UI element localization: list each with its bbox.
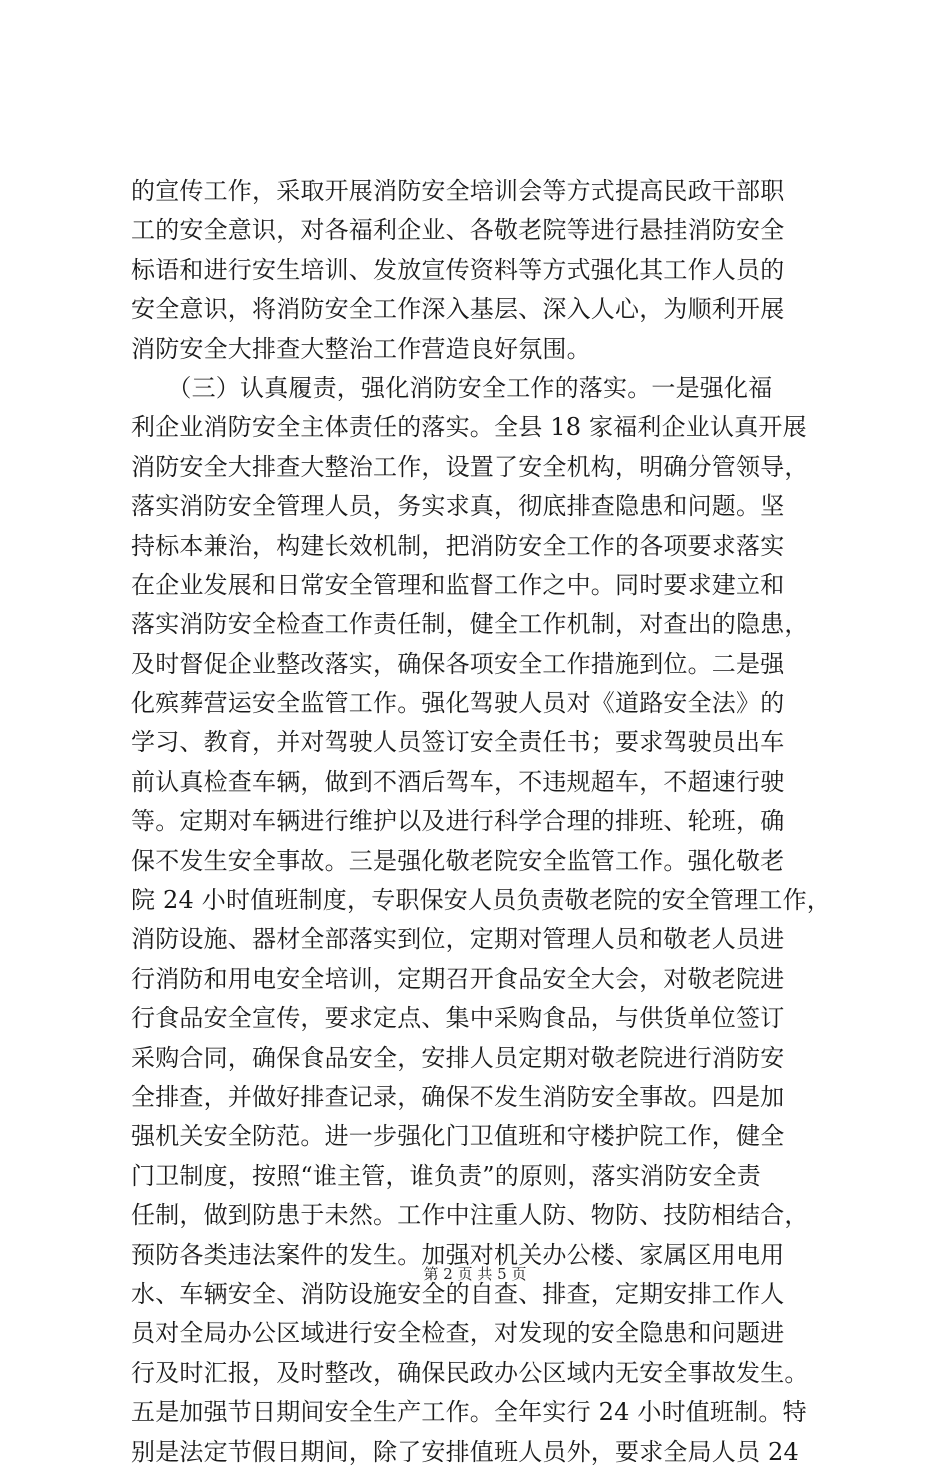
text-line: 前认真检查车辆，做到不酒后驾车，不违规超车，不超速行驶	[131, 767, 785, 796]
text-line: 持标本兼治，构建长效机制，把消防安全工作的各项要求落实	[131, 531, 785, 560]
text-line: 门卫制度，按照“谁主管，谁负责”的原则，落实消防安全责	[131, 1161, 761, 1190]
text-line: 学习、教育，并对驾驶人员签订安全责任书；要求驾驶员出车	[131, 728, 785, 757]
text-line: 五是加强节日期间安全生产工作。全年实行 24 小时值班制。特	[131, 1398, 807, 1427]
text-line: 消防安全大排查大整治工作营造良好氛围。	[131, 334, 591, 363]
page-footer: 第 2 页 共 5 页	[423, 1265, 527, 1283]
text-line: 行消防和用电安全培训，定期召开食品安全大会，对敬老院进	[131, 964, 785, 993]
text-line: 预防各类违法案件的发生。加强对机关办公楼、家属区用电用	[131, 1240, 785, 1269]
text-line: 保不发生安全事故。三是强化敬老院安全监管工作。强化敬老	[131, 846, 785, 875]
text-line: 落实消防安全检查工作责任制，健全工作机制，对查出的隐患，	[131, 610, 809, 639]
text-line: 水、车辆安全、消防设施安全的自查、排查，定期安排工作人	[131, 1279, 785, 1308]
text-line: 安全意识，将消防安全工作深入基层、深入人心，为顺利开展	[131, 295, 785, 324]
text-line: 强机关安全防范。进一步强化门卫值班和守楼护院工作，健全	[131, 1122, 785, 1151]
text-line: 落实消防安全管理人员，务实求真，彻底排查隐患和问题。坚	[131, 492, 785, 521]
text-line: 化殡葬营运安全监管工作。强化驾驶人员对《道路安全法》的	[131, 689, 785, 718]
text-line: 行食品安全宣传，要求定点、集中采购食品，与供货单位签订	[131, 1004, 785, 1033]
text-line: 全排查，并做好排查记录，确保不发生消防安全事故。四是加	[131, 1082, 785, 1111]
text-line: （三）认真履责，强化消防安全工作的落实。一是强化福	[131, 373, 773, 402]
text-line: 别是法定节假日期间，除了安排值班人员外，要求全局人员 24	[131, 1437, 799, 1466]
text-line: 在企业发展和日常安全管理和监督工作之中。同时要求建立和	[131, 570, 785, 599]
text-line: 及时督促企业整改落实，确保各项安全工作措施到位。二是强	[131, 649, 785, 678]
text-line: 采购合同，确保食品安全，安排人员定期对敬老院进行消防安	[131, 1043, 785, 1072]
text-line: 标语和进行安生培训、发放宣传资料等方式强化其工作人员的	[131, 255, 785, 284]
text-line: 任制，做到防患于未然。工作中注重人防、物防、技防相结合，	[131, 1201, 809, 1230]
text-line: 消防设施、器材全部落实到位，定期对管理人员和敬老人员进	[131, 925, 785, 954]
text-line: 工的安全意识，对各福利企业、各敬老院等进行悬挂消防安全	[131, 216, 785, 245]
text-line: 行及时汇报，及时整改，确保民政办公区域内无安全事故发生。	[131, 1358, 809, 1387]
text-line: 员对全局办公区域进行安全检查，对发现的安全隐患和问题进	[131, 1319, 785, 1348]
text-line: 院 24 小时值班制度，专职保安人员负责敬老院的安全管理工作，	[131, 886, 831, 915]
text-line: 等。定期对车辆进行维护以及进行科学合理的排班、轮班，确	[131, 807, 785, 836]
text-line: 的宣传工作，采取开展消防安全培训会等方式提高民政干部职	[131, 177, 785, 205]
text-line: 利企业消防安全主体责任的落实。全县 18 家福利企业认真开展	[131, 413, 807, 442]
text-line: 消防安全大排查大整治工作，设置了安全机构，明确分管领导，	[131, 452, 809, 481]
